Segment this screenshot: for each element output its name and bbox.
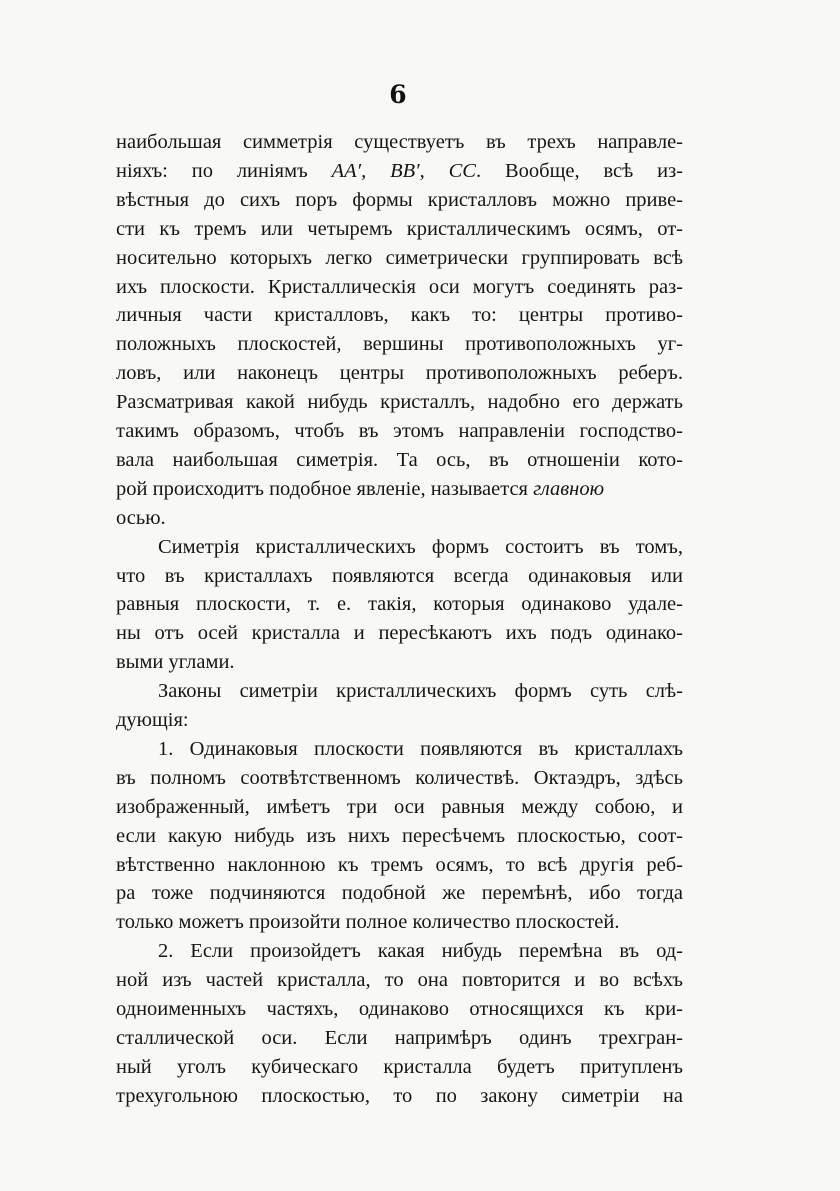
text-line: Законы симетріи кристаллическихъ формъ суть слѣ- [158, 680, 683, 703]
text-line: вѣтственно наклонною къ тремъ осямъ, то всѣ другія реб- [116, 853, 683, 876]
text-line: ный уголъ кубическаго кристалла будетъ притупленъ [116, 1055, 683, 1078]
text-line: Симетрія кристаллическихъ формъ состоитъ въ томъ, [158, 535, 683, 558]
text-line: вѣстныя до сихъ поръ формы кристалловъ можно приве- [116, 188, 683, 211]
text-line: 2. Если произойдетъ какая нибудь перемѣна въ од- [158, 940, 683, 963]
text-segment: . Вообще, всѣ из- [475, 159, 683, 182]
text-line: носительно которыхъ легко симетрически группировать всѣ [116, 246, 683, 269]
text-line [116, 157, 683, 185]
text-line: ловъ, или наконецъ центры противоположныхъ реберъ. [116, 362, 683, 385]
text-segment: рой происходитъ подобное явленіе, называется [116, 477, 534, 500]
page-number: 6 [389, 80, 407, 109]
text-line: ра тоже подчиняются подобной же перемѣнѣ, ибо тогда [116, 882, 683, 905]
text-line: въ полномъ соотвѣтственномъ количествѣ. Октаэдръ, здѣсь [116, 766, 683, 789]
text-line: личныя части кристалловъ, какъ то: центры противо- [116, 304, 683, 327]
text-line: наибольшая симметрія существуетъ въ трехъ направле- [116, 131, 683, 153]
text-line: трехугольною плоскостью, то по закону симетріи на [116, 1084, 683, 1107]
text-line [116, 475, 683, 503]
text-line: ны отъ осей кристалла и пересѣкаютъ ихъ подъ одинако- [116, 622, 683, 645]
text-line: выми углами. [116, 651, 235, 674]
text-segment: ніяхъ: по линіямъ [116, 159, 332, 182]
text-line: ихъ плоскости. Кристаллическія оси могутъ соединять раз- [116, 275, 683, 298]
text-line: что въ кристаллахъ появляются всегда одинаковыя или [116, 564, 683, 587]
text-line: осью. [116, 506, 166, 529]
text-line: равныя плоскости, т. е. такія, которыя одинаково удале- [116, 593, 683, 616]
text-line: сти къ тремъ или четыремъ кристаллическимъ осямъ, от- [116, 217, 683, 240]
text-line: ной изъ частей кристалла, то она повторится и во всѣхъ [116, 969, 683, 992]
text-line: 1. Одинаковыя плоскости появляются въ кристаллахъ [158, 737, 683, 760]
text-line: положныхъ плоскостей, вершины противоположныхъ уг- [116, 333, 683, 356]
text-line: сталлической оси. Если напримѣръ одинъ трехгран- [116, 1026, 683, 1049]
text-line: только можетъ произойти полное количество плоскостей. [116, 911, 620, 934]
text-line: дующія: [116, 709, 189, 731]
text-line: Разсматривая какой нибудь кристаллъ, надобно его держать [116, 391, 683, 414]
text-line: если какую нибудь изъ нихъ пересѣчемъ плоскостью, соот- [116, 824, 683, 847]
text-line: изображенный, имѣетъ три оси равныя между собою, и [116, 795, 683, 818]
text-segment: главною [533, 477, 605, 500]
text-segment: AA′, BB′, CC [331, 159, 476, 182]
text-line: одноименныхъ частяхъ, одинаково относящихся къ кри- [116, 998, 683, 1020]
text-line: такимъ образомъ, чтобъ въ этомъ направленіи господство- [116, 420, 683, 442]
text-line: вала наибольшая симетрія. Та ось, въ отношеніи кото- [116, 448, 683, 471]
